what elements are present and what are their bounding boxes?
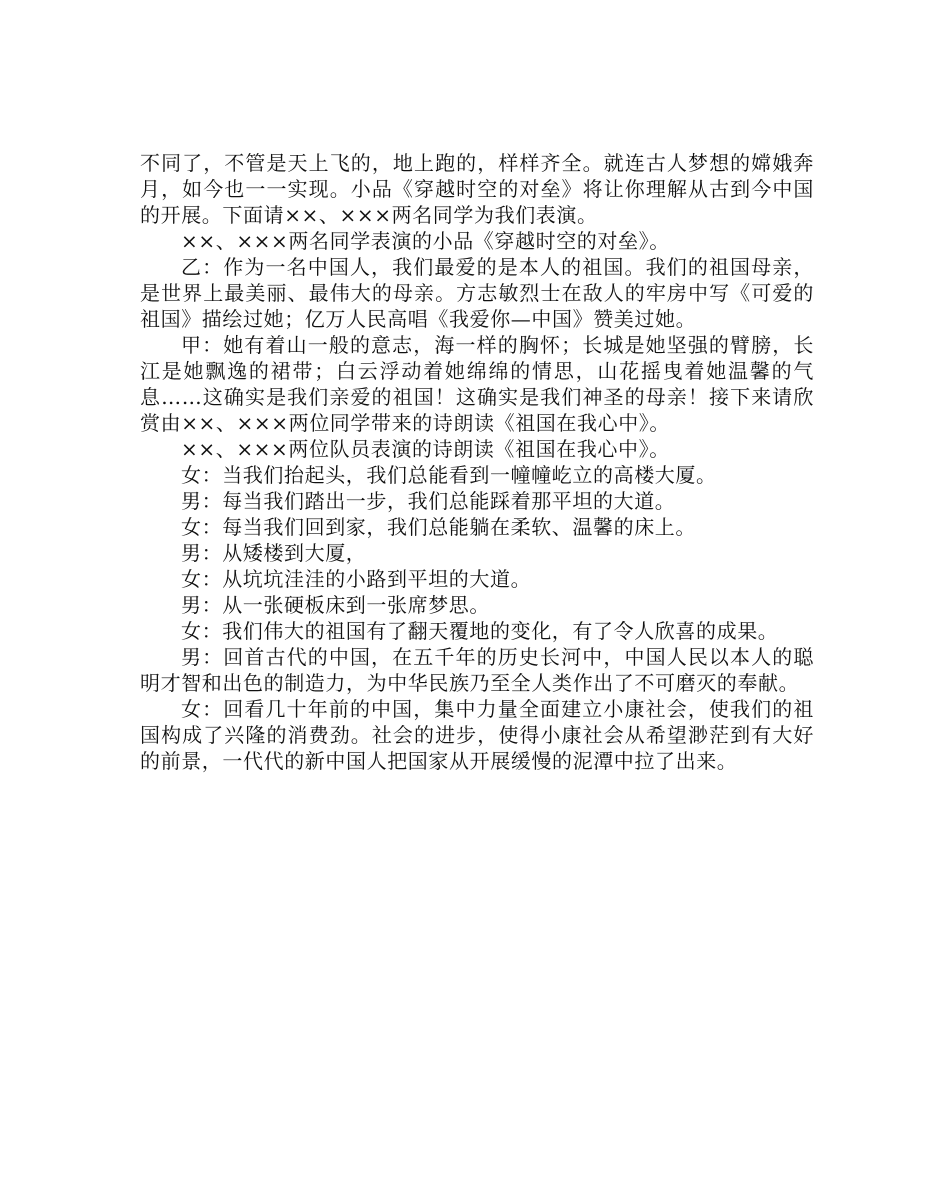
paragraph-male-line-4: 男：回首古代的中国，在五千年的历史长河中，中国人民以本人的聪明才智和出色的制造力，为中华民族乃至全人类作出了不可磨灭的奉献。 [140,645,814,695]
paragraph-continuation: 不同了，不管是天上飞的，地上跑的，样样齐全。就连古人梦想的嫦娥奔月，如今也一一实现。小品《穿越时空的对垒》将让你理解从古到今中国的开展。下面请××、×××两名同学为我们表演。 [140,151,814,227]
paragraph-poem-announcement: ××、×××两位队员表演的诗朗读《祖国在我心中》。 [181,437,670,461]
paragraph-male-line-2: 男：从矮楼到大厦， [181,541,367,565]
paragraph-female-line-5: 女：回看几十年前的中国，集中力量全面建立小康社会，使我们的祖国构成了兴隆的消费劲。社会的进步，使得小康社会从希望渺茫到有大好的前景，一代代的新中国人把国家从开展缓慢的泥潭中拉了出来。 [140,697,814,773]
paragraph-host-yi: 乙：作为一名中国人，我们最爱的是本人的祖国。我们的祖国母亲，是世界上最美丽、最伟大的母亲。方志敏烈士在敌人的牢房中写《可爱的祖国》描绘过她；亿万人民高唱《我爱你—中国》赞美过她。 [140,255,814,331]
paragraph-female-line-4: 女：我们伟大的祖国有了翻天覆地的变化，有了令人欣喜的成果。 [181,619,779,643]
paragraph-male-line-3: 男：从一张硬板床到一张席梦思。 [181,593,490,617]
paragraph-skit-announcement: ××、×××两名同学表演的小品《穿越时空的对垒》。 [181,229,670,253]
paragraph-male-line-1: 男：每当我们踏出一步，我们总能踩着那平坦的大道。 [181,489,676,513]
paragraph-female-line-2: 女：每当我们回到家，我们总能躺在柔软、温馨的床上。 [181,515,696,539]
paragraph-host-jia: 甲：她有着山一般的意志，海一样的胸怀；长城是她坚强的臂膀，长江是她飘逸的裙带；白云浮动着她绵绵的情思，山花摇曳着她温馨的气息……这确实是我们亲爱的祖国！这确实是我们神圣的母亲！接下来请欣赏由××、×××两位同学带来的诗朗读《祖国在我心中》。 [140,333,814,435]
paragraph-female-line-1: 女：当我们抬起头，我们总能看到一幢幢屹立的高楼大厦。 [181,463,717,487]
document-body [140,150,814,774]
paragraph-female-line-3: 女：从坑坑洼洼的小路到平坦的大道。 [181,567,532,591]
